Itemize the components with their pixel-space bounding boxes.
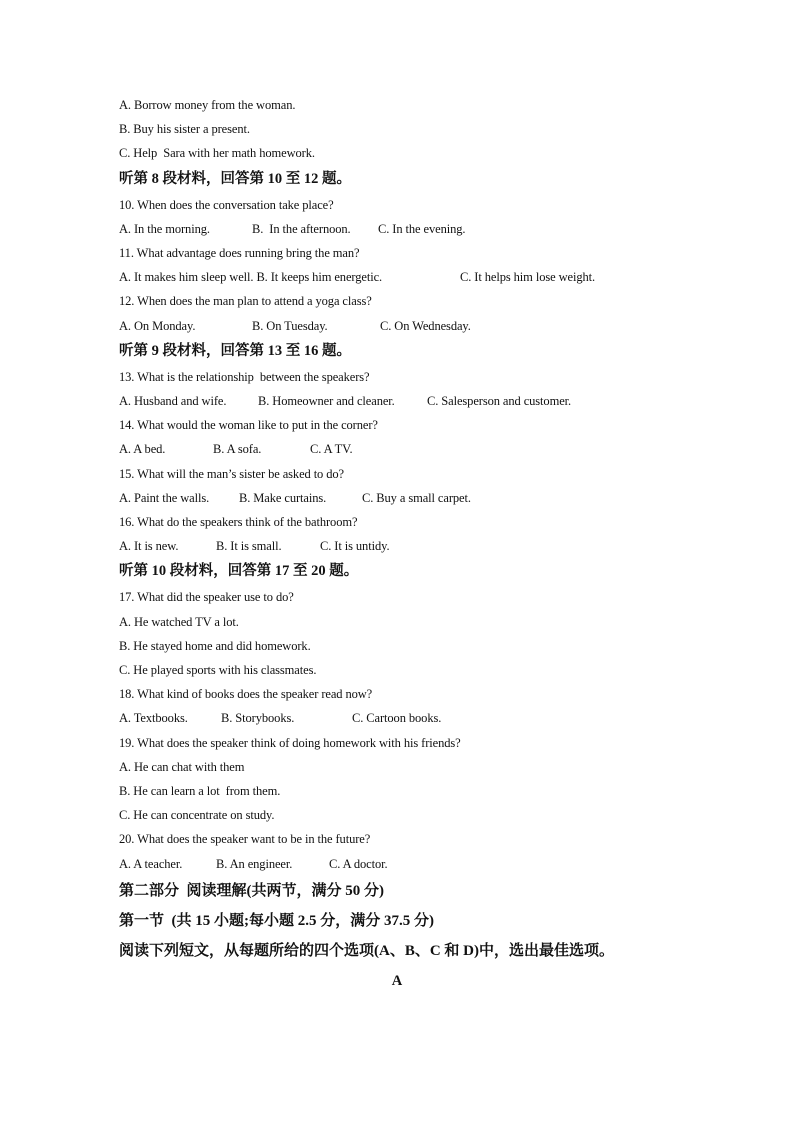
question: 11. What advantage does running bring the man? (119, 246, 360, 261)
option-ab: A. It makes him sleep well. B. It keeps him energetic. (119, 270, 383, 285)
option-c: C. Salesperson and customer. (427, 394, 572, 409)
question: 15. What will the man’s sister be asked to do? (119, 466, 344, 481)
option-a: A. It is new. (119, 539, 179, 554)
passage-title: A (391, 972, 403, 989)
option-b: B. Homeowner and cleaner. (258, 394, 395, 409)
option-c: C. Buy a small carpet. (362, 490, 471, 505)
option-row (119, 706, 679, 730)
question: 16. What do the speakers think of the bathroom? (119, 515, 358, 530)
option-a: A. Husband and wife. (119, 394, 227, 409)
option-line: C. Help Sara with her math homework. (119, 146, 315, 161)
option-row (119, 389, 679, 413)
option-row (119, 217, 679, 241)
option-b: B. On Tuesday. (252, 318, 328, 333)
option-c: C. On Wednesday. (380, 318, 471, 333)
option-row (119, 314, 679, 338)
option-b: B. A sofa. (213, 442, 262, 457)
option-line: C. He can concentrate on study. (119, 808, 275, 823)
option-a: A. A teacher. (119, 856, 183, 871)
option-line: C. He played sports with his classmates. (119, 663, 317, 678)
option-b: B. In the afternoon. (252, 221, 351, 236)
option-line: B. He stayed home and did homework. (119, 638, 311, 653)
question: 20. What does the speaker want to be in the future? (119, 832, 371, 847)
part-heading: 第二部分 阅读理解(共两节，满分 50 分) (119, 882, 384, 899)
question: 13. What is the relationship between the speakers? (119, 369, 370, 384)
section-heading: 听第 10 段材料，回答第 17 至 20 题。 (119, 563, 359, 580)
option-b: B. Make curtains. (239, 490, 327, 505)
section-heading: 第一节 (共 15 小题;每小题 2.5 分，满分 37.5 分) (119, 912, 434, 929)
option-b: B. Storybooks. (221, 711, 295, 726)
option-c: C. It helps him lose weight. (460, 270, 596, 285)
option-row (119, 486, 679, 510)
exam-page (119, 93, 679, 996)
option-row (119, 852, 679, 876)
section-heading: 听第 9 段材料，回答第 13 至 16 题。 (119, 342, 351, 359)
option-c: C. It is untidy. (320, 539, 390, 554)
option-c: C. Cartoon books. (352, 711, 442, 726)
option-row (119, 534, 679, 558)
section-heading: 听第 8 段材料，回答第 10 至 12 题。 (119, 170, 351, 187)
option-a: A. A bed. (119, 442, 166, 457)
option-line: A. He can chat with them (119, 759, 245, 774)
option-a: A. Textbooks. (119, 711, 188, 726)
option-a: A. On Monday. (119, 318, 196, 333)
option-b: B. An engineer. (216, 856, 293, 871)
question: 10. When does the conversation take place? (119, 197, 334, 212)
option-a: A. Paint the walls. (119, 490, 210, 505)
question: 18. What kind of books does the speaker read now? (119, 687, 373, 702)
question: 17. What did the speaker use to do? (119, 590, 294, 605)
option-c: C. A TV. (310, 442, 353, 457)
option-c: C. A doctor. (329, 856, 388, 871)
option-row (119, 265, 679, 289)
option-b: B. It is small. (216, 539, 282, 554)
option-line: A. Borrow money from the woman. (119, 98, 296, 112)
option-line: B. Buy his sister a present. (119, 122, 250, 137)
question: 19. What does the speaker think of doing homework with his friends? (119, 735, 461, 750)
instructions: 阅读下列短文，从每题所给的四个选项(A、B、C 和 D)中，选出最佳选项。 (119, 942, 614, 959)
option-line: B. He can learn a lot from them. (119, 784, 281, 799)
option-row (119, 437, 679, 461)
option-c: C. In the evening. (378, 221, 466, 236)
question: 12. When does the man plan to attend a yoga class? (119, 294, 372, 309)
option-line: A. He watched TV a lot. (119, 614, 239, 629)
option-a: A. In the morning. (119, 221, 210, 236)
question: 14. What would the woman like to put in the corner? (119, 418, 378, 433)
